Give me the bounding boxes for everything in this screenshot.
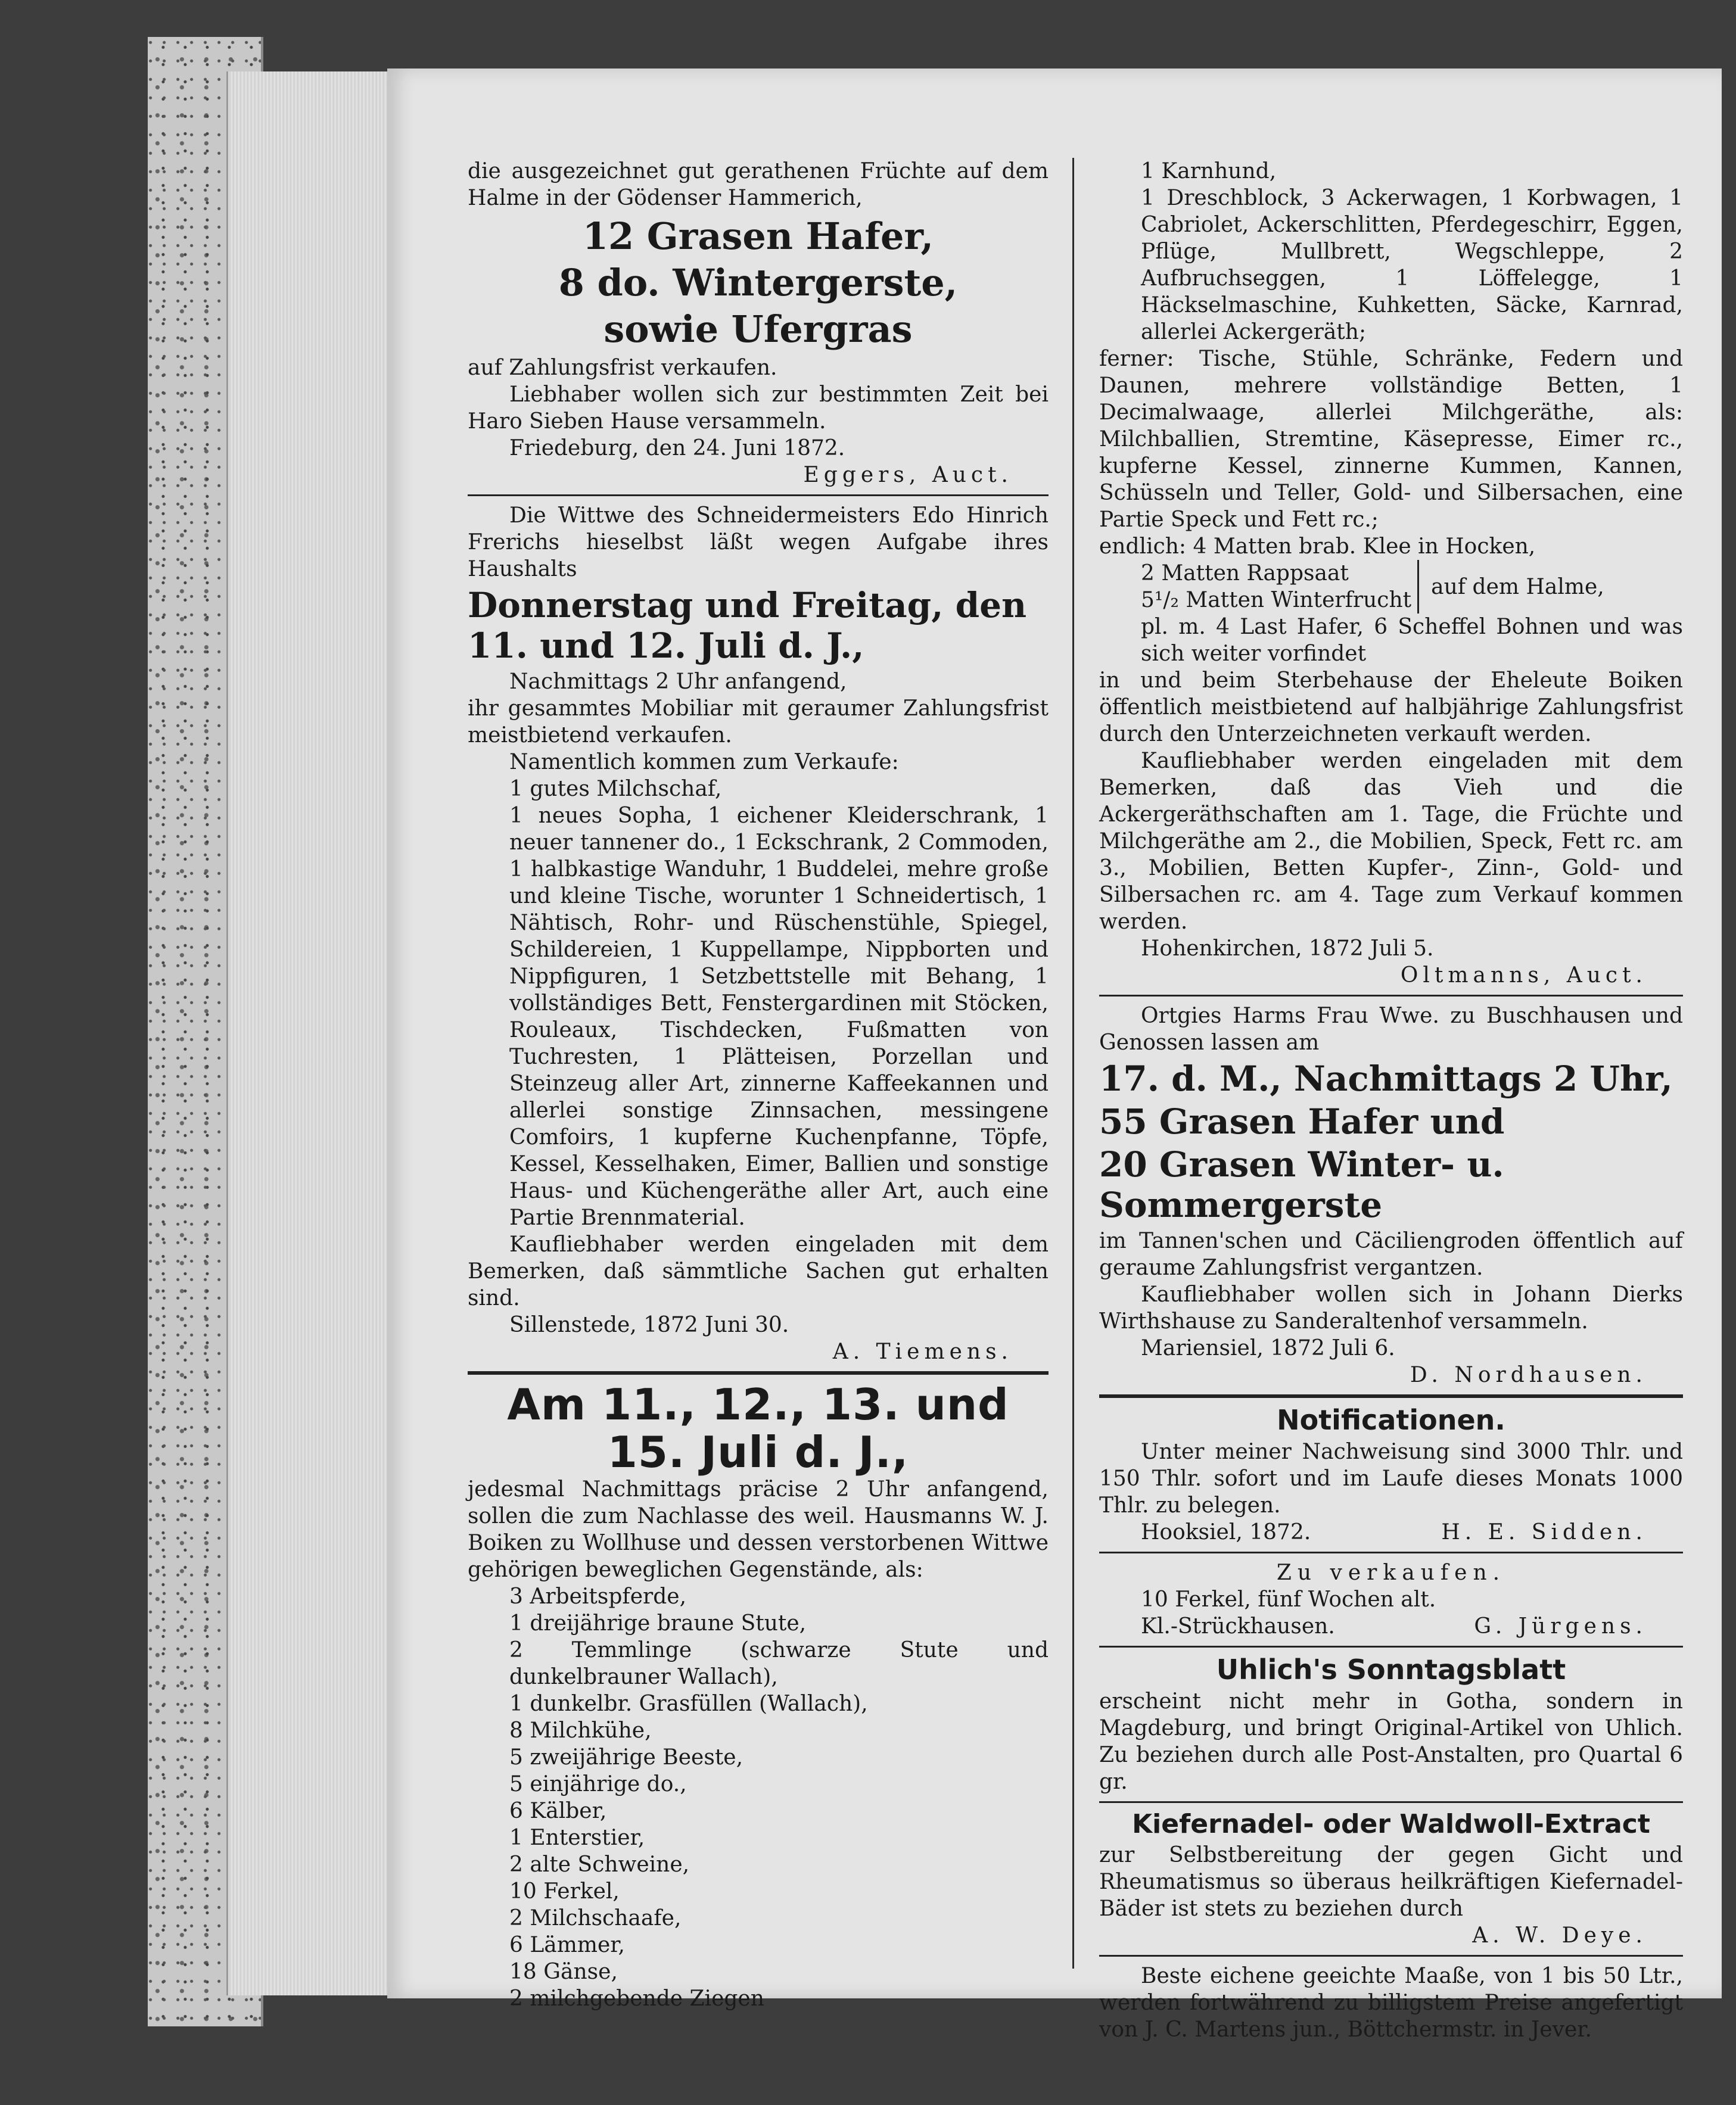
ad1-text-2: Liebhaber wollen sich zur bestimmten Zeit bei Haro Sieben Hause versammeln.	[468, 382, 1049, 434]
divider-rule	[468, 494, 1049, 496]
ad4-headline-1: 17. d. M., Nachmittags 2 Uhr,	[1099, 1058, 1673, 1099]
ad3-item: 3 Arbeitspferde,	[509, 1584, 687, 1609]
ad3-cont-endlich: endlich: 4 Matten brab. Klee in Hocken,	[1099, 534, 1536, 559]
right-column	[1099, 158, 1683, 2043]
ad3-item: 2 Milchschaafe,	[509, 1906, 682, 1930]
ad3-cont-item: 1 Dreschblock, 3 Ackerwagen, 1 Korbwagen, 1 Cabriolet, Ackerschlitten, Pferdegeschirr, Eggen, Pflüge, Mullbrett, Wegschleppe, 2 Aufbruchseggen, 1 Löffelegge, 1 Häckselmaschine, Kuhketten, Säcke, Karnrad, allerlei Ackergeräth;	[1141, 186, 1683, 344]
ad3-item: 6 Kälber,	[509, 1799, 607, 1823]
notif4-signature: A. W. Deye.	[1472, 1923, 1647, 1948]
ad2-time: Nachmittags 2 Uhr anfangend,	[509, 670, 847, 694]
ad2-text: ihr gesammtes Mobiliar mit geraumer Zahlungsfrist meistbietend verkaufen.	[468, 696, 1049, 748]
notif2-text: 10 Ferkel, fünf Wochen alt.	[1141, 1587, 1436, 1612]
ad2-date: Sillenstede, 1872 Juni 30.	[509, 1313, 789, 1337]
ad1-signature: Eggers, Auct.	[803, 463, 1013, 487]
left-column	[468, 158, 1049, 2012]
ad3-headline: Am 11., 12., 13. und 15. Juli d. J.,	[507, 1380, 1009, 1477]
bracket-item: 5¹/₂ Matten Winterfrucht	[1141, 588, 1412, 612]
notif1-footer	[1099, 1519, 1683, 1546]
divider-rule	[1099, 995, 1683, 997]
notif5-text: Beste eichene geeichte Maaße, von 1 bis 50 Ltr., werden fortwährend zu billigstem Preise angefertigt von J. C. Martens jun., Böttchermstr. in Jever.	[1099, 1964, 1683, 2042]
ad3-cont-ferner: ferner: Tische, Stühle, Schränke, Federn und Daunen, mehrere vollständige Betten, 1 Decimalwaage, allerlei Milchgeräthe, als: Milchballien, Stremtine, Käsepresse, Eimer rc., kupferne Kessel, zinnerne Kummen, Kannen, Schüsseln und Teller, Gold- und Silbersachen, eine Partie Speck und Fett rc.;	[1099, 347, 1683, 532]
divider-rule	[1099, 1552, 1683, 1553]
ad2-item: 1 neues Sopha, 1 eichener Kleiderschrank, 1 neuer tannener do., 1 Eckschrank, 2 Commoden, 1 halbkastige Wanduhr, 1 Buddelei, mehre große und kleine Tische, worunter 1 Schneidertisch, 1 Nähtisch, Rohr- und Rüschenstühle, Spiegel, Schildereien, 1 Kuppellampe, Nippborten und Nippfiguren, 1 Setzbettstelle mit Behang, 1 vollständiges Bett, Fenstergardinen mit Stöcken, Rouleaux, Tischdecken, Fußmatten von Tuchresten, 1 Plätteisen, Porzellan und Steinzeug aller Art, zinnerne Kaffeekannen und allerlei sonstige Zinnsachen, messingene Comfoirs, 1 kupferne Kuchenpfanne, Töpfe, Kessel, Kesselhaken, Eimer, Ballien und sonstige Haus- und Küchengeräthe aller Art, auch eine Partie Brennmaterial.	[509, 804, 1049, 1230]
bracket-items	[1141, 560, 1419, 614]
ad2-headline: Donnerstag und Freitag, den 11. und 12. Juli d. J.,	[468, 585, 1027, 666]
ad3-item: 2 alte Schweine,	[509, 1852, 690, 1877]
ad3-date: Hohenkirchen, 1872 Juli 5.	[1141, 936, 1434, 961]
notif4-heading: Kiefernadel- oder Waldwoll-Extract	[1132, 1809, 1650, 1839]
ad3-cont-item: 1 Karnhund,	[1141, 159, 1277, 183]
ad4-intro: Ortgies Harms Frau Wwe. zu Buschhausen und Genossen lassen am	[1099, 1004, 1683, 1055]
notifications-heading: Notificationen.	[1277, 1404, 1505, 1436]
notif4-text: zur Selbstbereitung der gegen Gicht und Rheumatismus so überaus heilkräftigen Kiefernadel-Bäder ist stets zu beziehen durch	[1099, 1843, 1683, 1921]
ad1-headline-2: 8 do. Wintergerste,	[558, 261, 958, 304]
divider-rule	[1099, 1955, 1683, 1957]
ad2-text-3: Kaufliebhaber werden eingeladen mit dem Bemerken, daß sämmtliche Sachen gut erhalten sind.	[468, 1232, 1049, 1310]
ad1-headline-3: sowie Ufergras	[603, 307, 913, 351]
bracket-label: auf dem Halme,	[1431, 574, 1604, 599]
notif3-text: erscheint nicht mehr in Gotha, sondern in Magdeburg, und bringt Original-Artikel von Uhlich. Zu beziehen durch alle Post-Anstalten, pro Quartal 6 gr.	[1099, 1689, 1683, 1794]
ad4-headline-3: 20 Grasen Winter- u. Sommergerste	[1099, 1144, 1504, 1225]
ad3-item: 8 Milchkühe,	[509, 1718, 652, 1743]
notif2-heading: Zu verkaufen.	[1276, 1561, 1506, 1585]
ad3-item: 10 Ferkel,	[509, 1879, 620, 1904]
newspaper-page	[387, 68, 1722, 2042]
ad3-item: 6 Lämmer,	[509, 1933, 625, 1957]
ad4-date: Mariensiel, 1872 Juli 6.	[1141, 1336, 1395, 1360]
divider-rule	[1099, 1646, 1683, 1648]
ad3-item: 2 Temmlinge (schwarze Stute und dunkelbrauner Wallach),	[509, 1638, 1049, 1689]
ad3-item: 5 zweijährige Beeste,	[509, 1745, 743, 1770]
ad3-item: 1 dunkelbr. Grasfüllen (Wallach),	[509, 1692, 868, 1716]
column-divider	[1072, 158, 1074, 1969]
ad3-item: 1 dreijährige braune Stute,	[509, 1611, 807, 1636]
ad3-item: 2 milchgebende Ziegen	[509, 1986, 764, 2011]
ad3-item: 5 einjährige do.,	[509, 1772, 687, 1796]
notif3-heading: Uhlich's Sonntagsblatt	[1216, 1654, 1566, 1686]
ad4-headline-2: 55 Grasen Hafer und	[1099, 1101, 1505, 1142]
ad1-text: auf Zahlungsfrist verkaufen.	[468, 356, 777, 380]
ad3-cont-pl: pl. m. 4 Last Hafer, 6 Scheffel Bohnen und was sich weiter vorfindet	[1141, 615, 1683, 666]
divider-rule	[1099, 1394, 1683, 1398]
ad3-bracket-group	[1099, 560, 1683, 614]
divider-rule	[1099, 1801, 1683, 1803]
ad2-text-2: Namentlich kommen zum Verkaufe:	[509, 750, 899, 774]
ad3-cont-text: in und beim Sterbehause der Eheleute Boiken öffentlich meistbietend auf halbjährige Zahlungsfrist durch den Unterzeichneten verkauft werden.	[1099, 668, 1683, 746]
notif1-signature: H. E. Sidden.	[1441, 1520, 1647, 1545]
ad3-item: 18 Gänse,	[509, 1960, 618, 1984]
page-stack-edges	[226, 71, 389, 1995]
notif2-footer	[1099, 1613, 1683, 1640]
ad1-intro: die ausgezeichnet gut gerathenen Früchte auf dem Halme in der Gödenser Hammerich,	[468, 159, 1049, 210]
ad1-date: Friedeburg, den 24. Juni 1872.	[509, 436, 845, 460]
ad2-intro: Die Wittwe des Schneidermeisters Edo Hinrich Frerichs hieselbst läßt wegen Aufgabe ihres Haushalts	[468, 503, 1049, 581]
notif1-text: Unter meiner Nachweisung sind 3000 Thlr. und 150 Thlr. sofort und im Laufe dieses Monats 1000 Thlr. zu belegen.	[1099, 1440, 1683, 1518]
notif2-signature: G. Jürgens.	[1474, 1614, 1647, 1639]
ad3-signature: Oltmanns, Auct.	[1400, 963, 1647, 988]
notif2-place: Kl.-Strückhausen.	[1141, 1614, 1335, 1639]
ad3-cont-text-2: Kaufliebhaber werden eingeladen mit dem Bemerken, daß das Vieh und die Ackergeräthschaften am 1. Tage, die Früchte und Milchgeräthe am 2., die Mobilien, Speck, Fett rc. am 3., Mobilien, Betten Kupfer-, Zinn-, Gold- und Silbersachen rc. am 4. Tage zum Verkauf kommen werden.	[1099, 749, 1683, 934]
ad3-intro: jedesmal Nachmittags präcise 2 Uhr anfangend, sollen die zum Nachlasse des weil. Hausmanns W. J. Boiken zu Wollhuse und dessen verstorbenen Wittwe gehörigen beweglichen Gegenstände, als:	[468, 1477, 1049, 1582]
ad4-signature: D. Nordhausen.	[1410, 1363, 1647, 1387]
notif1-date: Hooksiel, 1872.	[1141, 1520, 1311, 1545]
ad4-text-2: Kaufliebhaber wollen sich in Johann Dierks Wirthshause zu Sanderaltenhof versammeln.	[1099, 1282, 1683, 1334]
divider-rule	[468, 1371, 1049, 1375]
ad2-signature: A. Tiemens.	[832, 1340, 1013, 1364]
bracket-item: 2 Matten Rappsaat	[1141, 561, 1349, 586]
ad4-text: im Tannen'schen und Cäciliengroden öffentlich auf geraume Zahlungsfrist vergantzen.	[1099, 1229, 1683, 1280]
ad3-item: 1 Enterstier,	[509, 1826, 645, 1850]
ad2-item: 1 gutes Milchschaf,	[509, 777, 722, 801]
ad1-headline-1: 12 Grasen Hafer,	[582, 214, 934, 258]
